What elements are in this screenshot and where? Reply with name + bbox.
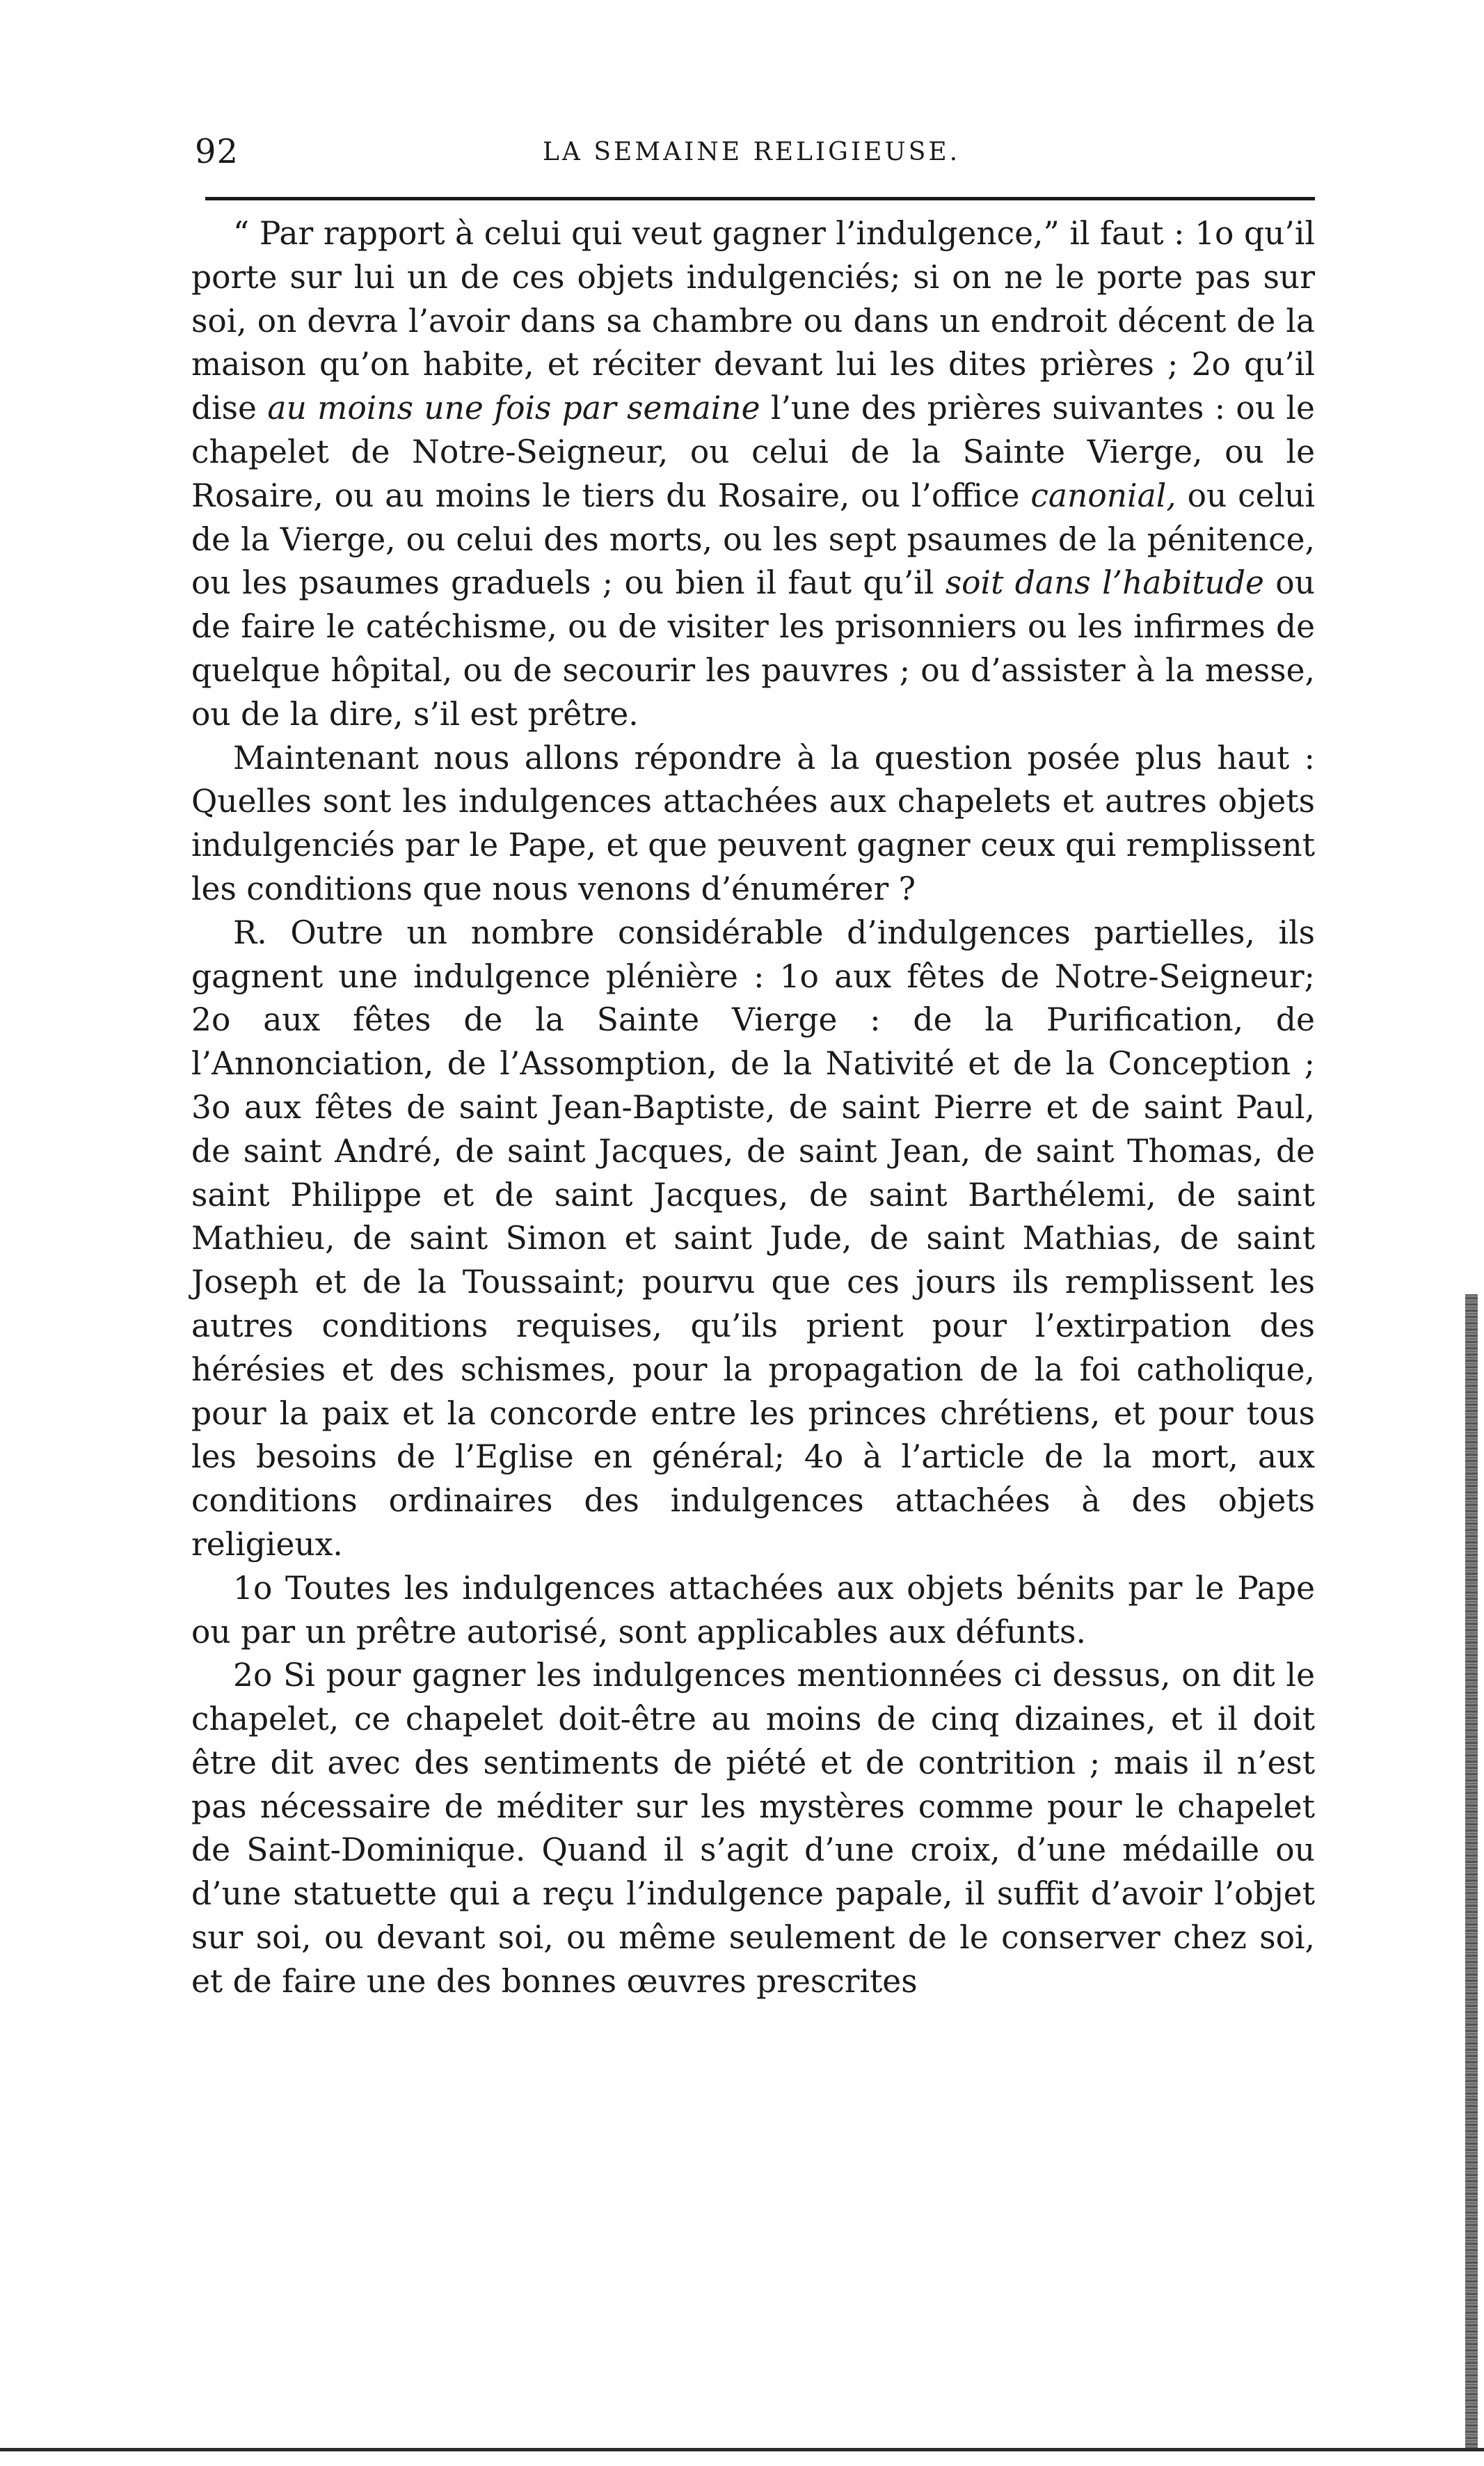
text-segment: 1o Toutes les indulgences attachées aux objets bénits par le Pape ou par un prêtre autorisé, sont applicables aux défunts. (191, 1569, 1315, 1650)
paragraph-2 (191, 737, 1315, 912)
italic-text: au moins une fois par semaine (267, 390, 760, 427)
italic-text: canonial, (1030, 477, 1176, 514)
text-segment: “ Par rapport à celui qui veut gagner l’indulgence,” il faut : 1o qu’il porte sur lui un de ces objets indulgenciés; si on ne le porte pas sur soi, on devra l’avoir dans sa chambre ou dans un endroit décent de la maison qu’on habite, et réciter devant lui les dites prières ; 2o qu’il dise (191, 215, 1315, 427)
text-segment: Maintenant nous allons répondre à la question posée plus haut : Quelles sont les indulgences attachées aux chapelets et autres objets indulgenciés par le Pape, et que peuvent gagner ceux qui remplissent les conditions que nous venons d’énumérer ? (191, 739, 1315, 907)
header-rule (205, 197, 1315, 200)
bottom-edge-line (0, 2448, 1484, 2451)
running-title: LA SEMAINE RELIGIEUSE. (543, 138, 961, 166)
text-segment: l’une des prières suivantes : ou le chapelet de Notre-Seigneur, ou celui de la Sainte Vierge, ou le Rosaire, ou au moins le tiers du Rosaire, ou l’office (191, 390, 1315, 514)
scan-edge-artifact (1465, 1294, 1478, 2449)
text-segment: ou celui de la Vierge, ou celui des morts, ou les sept psaumes de la pénitence, ou les psaumes graduels ; ou bien il faut qu’il (191, 477, 1315, 602)
text-segment: ou de faire le catéchisme, ou de visiter les prisonniers ou les infirmes de quelque hôpital, ou de secourir les pauvres ; ou d’assister à la messe, ou de la dire, s’il est prêtre. (191, 564, 1315, 733)
paragraph-1 (191, 212, 1315, 737)
paragraph-4 (191, 1567, 1315, 1655)
page-number: 92 (195, 132, 239, 171)
italic-text: soit dans l’habitude (945, 564, 1264, 602)
text-segment: R. Outre un nombre considérable d’indulgences partielles, ils gagnent une indulgence plénière : 1o aux fêtes de Notre-Seigneur; 2o aux fêtes de la Sainte Vierge : de la Purification, de l’Annonciation, de l’Assomption, de la Nativité et de la Conception ; 3o aux fêtes de saint Jean-Baptiste, de saint Pierre et de saint Paul, de saint André, de saint Jacques, de saint Jean, de saint Thomas, de saint Philippe et de saint Jacques, de saint Barthélemi, de saint Mathieu, de saint Simon et saint Jude, de saint Mathias, de saint Joseph et de la Toussaint; pourvu que ces jours ils remplissent les autres conditions requises, qu’ils prient pour l’extirpation des hérésies et des schismes, pour la propagation de la foi catholique, pour la paix et la concorde entre les princes chrétiens, et pour tous les besoins de l’Eglise en général; 4o à l’article de la mort, aux conditions ordinaires des indulgences attachées à des objets religieux. (191, 914, 1315, 1563)
paragraph-3 (191, 912, 1315, 1567)
paragraph-5 (191, 1654, 1315, 2003)
running-head (195, 125, 1315, 174)
text-segment: 2o Si pour gagner les indulgences mentionnées ci dessus, on dit le chapelet, ce chapelet doit-être au moins de cinq dizaines, et il doit être dit avec des sentiments de piété et de contrition ; mais il n’est pas nécessaire de méditer sur les mystères comme pour le chapelet de Saint-Dominique. Quand il s’agit d’une croix, d’une médaille ou d’une statuette qui a reçu l’indulgence papale, il suffit d’avoir l’objet sur soi, ou devant soi, ou même seulement de le conserver chez soi, et de faire une des bonnes œuvres prescrites (191, 1657, 1315, 2000)
body-text (191, 212, 1315, 2004)
